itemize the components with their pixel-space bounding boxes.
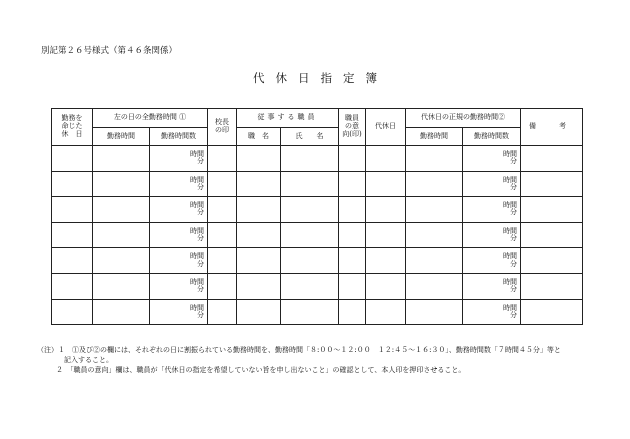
work-hours-cell[interactable] <box>93 222 150 248</box>
header-work-hours-count: 勤務時間数 <box>463 128 521 146</box>
job-title-cell[interactable] <box>237 273 281 299</box>
work-hours-cell[interactable] <box>93 248 150 274</box>
minutes-unit-label: 分 <box>510 259 518 268</box>
hours-unit-label: 時間 <box>503 149 518 158</box>
work-hours-count-cell[interactable] <box>463 299 521 325</box>
work-hours-count-cell[interactable] <box>463 146 521 172</box>
header-work-hours: 勤務時間 <box>406 128 463 146</box>
substitute-day-cell[interactable] <box>366 171 406 197</box>
work-hours-cell[interactable] <box>406 197 463 223</box>
remarks-cell[interactable] <box>521 273 583 299</box>
header-row-1 <box>52 109 583 128</box>
remarks-cell[interactable] <box>521 248 583 274</box>
substitute-day-cell[interactable] <box>366 222 406 248</box>
name-cell[interactable] <box>281 222 339 248</box>
table-row <box>52 146 583 172</box>
form-id: 別記第２６号様式（第４６条関係） <box>41 46 178 56</box>
header-principal-seal <box>208 109 237 146</box>
work-hours-count-cell[interactable] <box>150 197 208 223</box>
job-title-cell[interactable] <box>237 222 281 248</box>
note-2 <box>37 365 597 375</box>
remarks-cell[interactable] <box>521 197 583 223</box>
minutes-unit-label: 分 <box>510 310 518 319</box>
hours-unit-label: 時間 <box>503 201 518 210</box>
remarks-cell[interactable] <box>521 299 583 325</box>
header-ordered-day-line: 命じた <box>61 122 83 131</box>
note-2-number: ２ <box>56 366 63 375</box>
minutes-unit-label: 分 <box>510 157 518 166</box>
ordered-day-cell[interactable] <box>52 146 93 172</box>
minutes-unit-label: 分 <box>510 285 518 294</box>
substitute-day-cell[interactable] <box>366 146 406 172</box>
staff-intent-cell[interactable] <box>339 248 366 274</box>
note-2-text: 「職員の意向」欄は、職員が「代休日の指定を希望していない旨を申し出ないこと」の確認として、本人印を押印させること。 <box>70 366 466 375</box>
work-hours-count-cell[interactable] <box>463 222 521 248</box>
hours-unit-label: 時間 <box>190 226 205 235</box>
header-work-hours-count: 勤務時間数 <box>150 128 208 146</box>
work-hours-cell[interactable] <box>93 299 150 325</box>
table-row <box>52 299 583 325</box>
substitute-day-cell[interactable] <box>366 197 406 223</box>
job-title-cell[interactable] <box>237 299 281 325</box>
staff-intent-cell[interactable] <box>339 171 366 197</box>
job-title-cell[interactable] <box>237 248 281 274</box>
page-title: 代休日指定簿 <box>253 71 388 85</box>
remarks-cell[interactable] <box>521 222 583 248</box>
principal-seal-cell[interactable] <box>208 171 237 197</box>
table-body <box>52 146 583 325</box>
header-work-hours: 勤務時間 <box>93 128 150 146</box>
work-hours-count-cell[interactable] <box>150 273 208 299</box>
work-hours-cell[interactable] <box>93 146 150 172</box>
work-hours-cell[interactable] <box>93 273 150 299</box>
work-hours-count-cell[interactable] <box>150 171 208 197</box>
note-1-continued: 記入すること。 <box>64 356 113 365</box>
header-name: 氏 名 <box>281 128 339 146</box>
hours-unit-label: 時間 <box>190 149 205 158</box>
staff-intent-cell[interactable] <box>339 222 366 248</box>
hours-unit-label: 時間 <box>503 226 518 235</box>
hours-unit-label: 時間 <box>503 277 518 286</box>
header-remarks: 備 考 <box>521 109 583 146</box>
minutes-unit-label: 分 <box>197 259 205 268</box>
ordered-day-cell[interactable] <box>52 197 93 223</box>
staff-intent-cell[interactable] <box>339 273 366 299</box>
job-title-cell[interactable] <box>237 197 281 223</box>
table-row <box>52 273 583 299</box>
minutes-unit-label: 分 <box>197 182 205 191</box>
notes <box>37 345 597 375</box>
work-hours-cell[interactable] <box>406 299 463 325</box>
ordered-day-cell[interactable] <box>52 299 93 325</box>
work-hours-count-cell[interactable] <box>463 273 521 299</box>
work-hours-count-cell[interactable] <box>463 248 521 274</box>
table-row <box>52 171 583 197</box>
substitute-day-cell[interactable] <box>366 273 406 299</box>
work-hours-count-cell[interactable] <box>150 146 208 172</box>
name-cell[interactable] <box>281 197 339 223</box>
note-1-number: １ <box>58 346 65 354</box>
hours-unit-label: 時間 <box>190 252 205 261</box>
minutes-unit-label: 分 <box>510 208 518 217</box>
header-staff-intent <box>339 109 366 146</box>
work-hours-count-cell[interactable] <box>463 171 521 197</box>
note-1-text: ①及び②の欄には、それぞれの日に割振られている勤務時間を、勤務時間「８:００～１２:００ １２:４５～１６:３０」、勤務時間数「７時間４５分」等と <box>72 346 561 354</box>
work-hours-cell[interactable] <box>93 197 150 223</box>
staff-intent-cell[interactable] <box>339 299 366 325</box>
job-title-cell[interactable] <box>237 146 281 172</box>
notes-prefix: （注） <box>37 346 58 354</box>
hours-unit-label: 時間 <box>190 303 205 312</box>
hours-unit-label: 時間 <box>190 201 205 210</box>
name-cell[interactable] <box>281 171 339 197</box>
minutes-unit-label: 分 <box>197 208 205 217</box>
hours-unit-label: 時間 <box>503 252 518 261</box>
staff-intent-cell[interactable] <box>339 146 366 172</box>
ordered-day-cell[interactable] <box>52 171 93 197</box>
principal-seal-cell[interactable] <box>208 248 237 274</box>
hours-unit-label: 時間 <box>190 277 205 286</box>
header-principal-seal-line: 校長 <box>215 118 230 127</box>
substitute-day-cell[interactable] <box>366 248 406 274</box>
minutes-unit-label: 分 <box>197 285 205 294</box>
principal-seal-cell[interactable] <box>208 299 237 325</box>
work-hours-count-cell[interactable] <box>150 222 208 248</box>
staff-intent-cell[interactable] <box>339 197 366 223</box>
work-hours-cell[interactable] <box>406 146 463 172</box>
ordered-day-cell[interactable] <box>52 273 93 299</box>
minutes-unit-label: 分 <box>510 182 518 191</box>
hours-unit-label: 時間 <box>503 175 518 184</box>
header-staff-engaged: 従事する職員 <box>237 109 339 128</box>
header-ordered-day <box>52 109 93 146</box>
minutes-unit-label: 分 <box>510 234 518 243</box>
work-hours-count-cell[interactable] <box>463 197 521 223</box>
work-hours-cell[interactable] <box>93 171 150 197</box>
header-ordered-day-line: 休 日 <box>61 129 83 138</box>
principal-seal-cell[interactable] <box>208 197 237 223</box>
work-hours-count-cell[interactable] <box>150 299 208 325</box>
minutes-unit-label: 分 <box>197 310 205 319</box>
table-row <box>52 222 583 248</box>
substitute-holiday-register-table <box>51 108 583 325</box>
header-substitute-day: 代休日 <box>366 109 406 146</box>
header-staff-intent-line: 向(印) <box>342 129 362 138</box>
work-hours-cell[interactable] <box>406 222 463 248</box>
header-substitute-regular: 代休日の正規の勤務時間② <box>406 109 521 128</box>
job-title-cell[interactable] <box>237 171 281 197</box>
name-cell[interactable] <box>281 273 339 299</box>
hours-unit-label: 時間 <box>190 175 205 184</box>
header-row-2 <box>52 128 583 146</box>
header-principal-seal-line: の印 <box>215 126 230 134</box>
principal-seal-cell[interactable] <box>208 222 237 248</box>
note-1 <box>37 345 597 355</box>
principal-seal-cell[interactable] <box>208 146 237 172</box>
ordered-day-cell[interactable] <box>52 222 93 248</box>
header-staff-intent-line: 職員 <box>345 114 360 123</box>
header-job-title: 職 名 <box>237 128 281 146</box>
minutes-unit-label: 分 <box>197 234 205 243</box>
minutes-unit-label: 分 <box>197 157 205 166</box>
work-hours-cell[interactable] <box>406 171 463 197</box>
table-row <box>52 248 583 274</box>
hours-unit-label: 時間 <box>503 303 518 312</box>
header-left-day-total: 左の日の全勤務時間 ① <box>93 109 208 128</box>
header-staff-intent-line: の意 <box>345 122 360 131</box>
work-hours-cell[interactable] <box>406 248 463 274</box>
name-cell[interactable] <box>281 299 339 325</box>
remarks-cell[interactable] <box>521 171 583 197</box>
ordered-day-cell[interactable] <box>52 248 93 274</box>
substitute-day-cell[interactable] <box>366 299 406 325</box>
name-cell[interactable] <box>281 146 339 172</box>
name-cell[interactable] <box>281 248 339 274</box>
table-row <box>52 197 583 223</box>
header-ordered-day-line: 勤務を <box>61 114 83 123</box>
work-hours-count-cell[interactable] <box>150 248 208 274</box>
remarks-cell[interactable] <box>521 146 583 172</box>
work-hours-cell[interactable] <box>406 273 463 299</box>
principal-seal-cell[interactable] <box>208 273 237 299</box>
